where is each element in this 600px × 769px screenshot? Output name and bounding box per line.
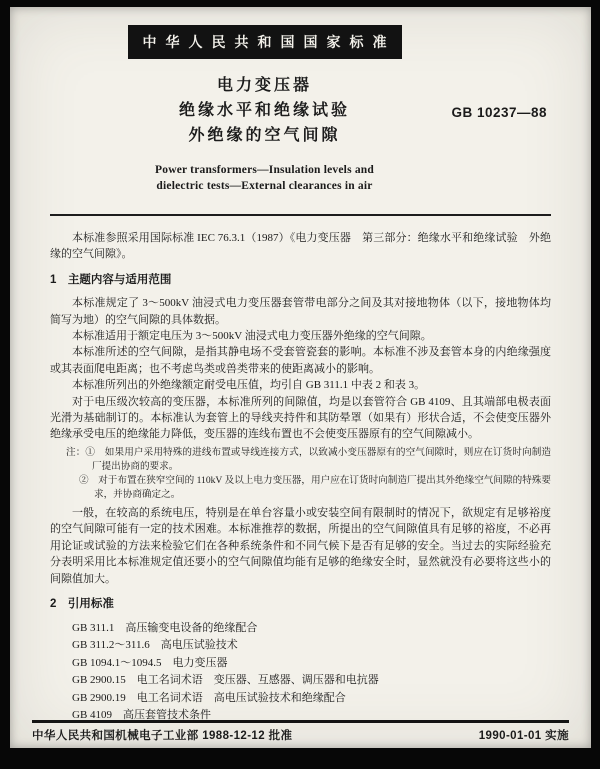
footer-row xyxy=(32,727,569,743)
section-1-heading: 1 主题内容与适用范围 xyxy=(50,273,172,286)
title-line-3: 外绝缘的空气间隙 xyxy=(188,127,341,144)
intro-paragraph: 本标准参照采用国际标准 IEC 76.3.1（1987）《电力变压器 第三部分：绝缘水平和绝缘试验 外绝缘的空气间隙》。 xyxy=(50,232,551,261)
english-title-line-1: Power transformers—Insulation levels and xyxy=(155,164,374,176)
section-1-paragraph-1: 本标准规定了 3～500kV 油浸式电力变压器套管带电部分之间及其对接地物体（以下，接地物体均简写为地）的空气间隙的具体数据。 xyxy=(50,297,551,326)
header-center-block xyxy=(50,23,479,194)
document-header xyxy=(50,23,551,194)
reference-list xyxy=(50,620,551,726)
document-page xyxy=(10,7,591,748)
section-2-heading: 2 引用标准 xyxy=(50,598,114,611)
section-1-paragraph-3: 本标准所述的空气间隙，是指其静电场不受套管瓷套的影响。本标准不涉及套管本身的内绝缘强度或其表面爬电距离；也不考虑鸟类或兽类带来的使距离减小的影响。 xyxy=(50,346,551,375)
reference-item-3: GB 1094.1～1094.5 电力变压器 xyxy=(72,656,228,669)
document-footer xyxy=(32,720,569,743)
footer-divider-rule xyxy=(32,720,569,723)
implementation-text: 1990-01-01 实施 xyxy=(478,730,569,742)
header-divider-rule xyxy=(50,214,551,216)
reference-item-6: GB 4109 高压套管技术条件 xyxy=(72,709,212,722)
approval-text: 中华人民共和国机械电子工业部 1988-12-12 批准 xyxy=(32,730,293,742)
english-title-block xyxy=(50,162,479,194)
reference-item-4: GB 2900.15 电工名词术语 变压器、互感器、调压器和电抗器 xyxy=(72,674,379,687)
title-line-1: 电力变压器 xyxy=(216,77,312,94)
english-title-line-2: dielectric tests—External clearances in air xyxy=(156,180,373,192)
note-1: 注：① 如果用户采用特殊的进线布置或导线连接方式，以致减小变压器原有的空气间隙时，则应在订货时向制造厂提出协商的要求。 xyxy=(66,446,551,472)
section-1-closing-paragraph: 一般，在较高的系统电压，特别是在单台容量小或安装空间有限制时的情况下，欲规定有足够裕度的空气间隙可能有一定的技术困难。本标准推荐的数据，所提出的空气间隙值具有足够的裕度，不必再用论证或试验的方法来检验它们在各种系统条件和不同气候下是否有足够的安全。当过去的实际经验充分表明采用比本标准规定值还要小的空气间隙值均能有足够的绝缘安全时，显然就没有必要将这些小的间隙值加大。 xyxy=(50,507,551,585)
reference-item-1: GB 311.1 高压输变电设备的绝缘配合 xyxy=(72,621,258,634)
note-2: ② 对于布置在狭窄空间的 110kV 及以上电力变压器，用户应在订货时向制造厂提出其外绝缘空气间隙的特殊要求，并协商确定之。 xyxy=(79,475,551,501)
title-line-2: 绝缘水平和绝缘试验 xyxy=(178,102,350,119)
document-body xyxy=(50,230,551,725)
section-1-paragraph-5: 对于电压级次较高的变压器，本标准所列的间隙值，均是以套管符合 GB 4109、且其端部电极表面光滑为基础制订的。本标准认为套管上的导线夹持件和其防晕罩（如果有）形状合适，不会使变压器外绝缘承受电压的绝缘能力降低，变压器的连线布置也不会使变压器原有的空气间隙减小。 xyxy=(50,395,551,441)
section-1-paragraph-4: 本标准所列出的外绝缘额定耐受电压值，均引自 GB 311.1 中表 2 和表 3。 xyxy=(72,379,426,392)
reference-item-5: GB 2900.19 电工名词术语 高电压试验技术和绝缘配合 xyxy=(72,691,346,704)
reference-item-2: GB 311.2～311.6 高电压试验技术 xyxy=(72,639,238,652)
section-1-paragraph-2: 本标准适用于额定电压为 3～500kV 油浸式电力变压器外绝缘的空气间隙。 xyxy=(72,330,432,343)
standard-number: GB 10237—88 xyxy=(451,105,547,120)
document-title-block xyxy=(50,73,479,148)
national-standard-banner: 中华人民共和国国家标准 xyxy=(128,25,402,59)
